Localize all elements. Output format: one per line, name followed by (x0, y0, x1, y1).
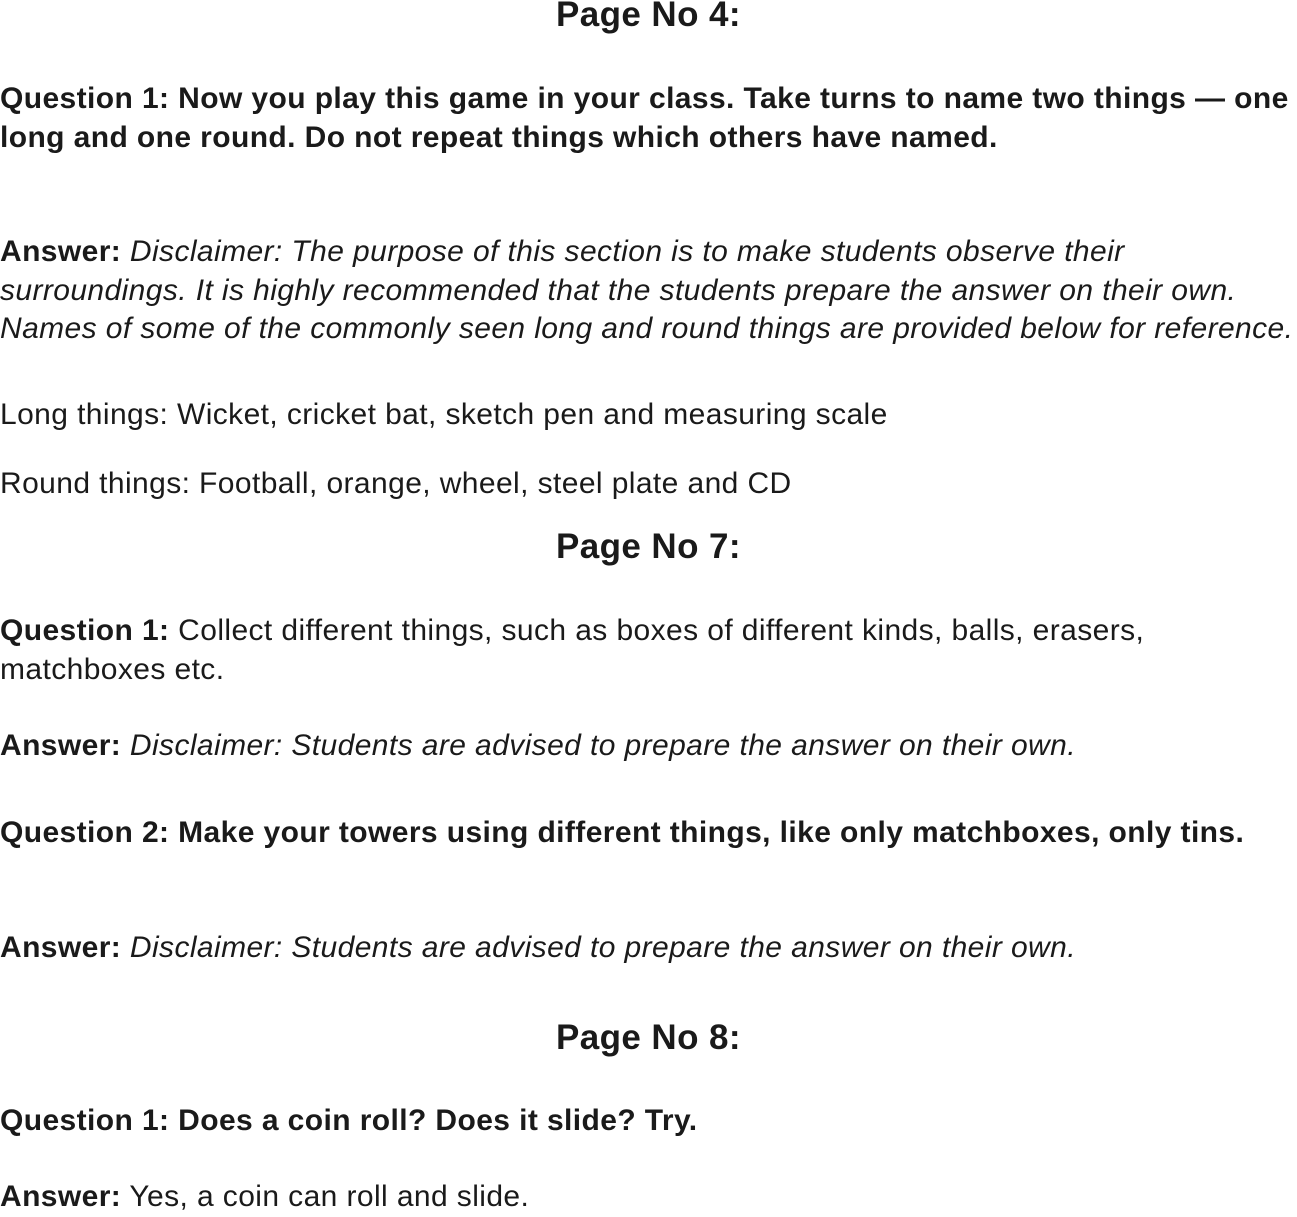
answer-p4-q1 (0, 233, 1297, 349)
answer-text: Disclaimer: Students are advised to prepare the answer on their own. (129, 729, 1076, 762)
question-text: Make your towers using different things, like only matchboxes, only tins. (178, 816, 1245, 849)
answer-text: Disclaimer: The purpose of this section is to make students observe their surroundings. It is highly recommended that the students prepare the answer on their own. Names of some of the commonly seen long and round things are provided below for reference. (0, 235, 1294, 345)
question-text: Now you play this game in your class. Take turns to name two things — one long and one round. Do not repeat things which others have named. (0, 82, 1289, 154)
answer-text: Disclaimer: Students are advised to prepare the answer on their own. (129, 931, 1076, 964)
answer-p8-q1 (0, 1178, 1297, 1217)
round-things: Round things: Football, orange, wheel, steel plate and CD (0, 467, 792, 500)
question-p8-q1 (0, 1102, 1297, 1141)
answer-p7-q2 (0, 929, 1297, 968)
heading-page-7: Page No 7: (556, 527, 741, 566)
question-label: Question 1: (0, 82, 170, 115)
answer-text: Yes, a coin can roll and slide. (129, 1180, 530, 1213)
long-things: Long things: Wicket, cricket bat, sketch pen and measuring scale (0, 398, 888, 431)
answer-label: Answer: (0, 235, 122, 268)
answer-p7-q1 (0, 727, 1297, 766)
question-label: Question 1: (0, 614, 170, 647)
question-label: Question 1: (0, 1104, 170, 1137)
answer-label: Answer: (0, 729, 122, 762)
question-text: Collect different things, such as boxes of different kinds, balls, erasers, matchboxes etc. (0, 614, 1145, 686)
heading-page-4: Page No 4: (556, 0, 741, 34)
question-label: Question 2: (0, 816, 170, 849)
question-p7-q1 (0, 612, 1297, 689)
answer-label: Answer: (0, 931, 122, 964)
question-p7-q2 (0, 814, 1297, 853)
question-p4-q1 (0, 80, 1297, 157)
heading-page-8: Page No 8: (556, 1018, 741, 1057)
answer-label: Answer: (0, 1180, 122, 1213)
question-text: Does a coin roll? Does it slide? Try. (178, 1104, 698, 1137)
